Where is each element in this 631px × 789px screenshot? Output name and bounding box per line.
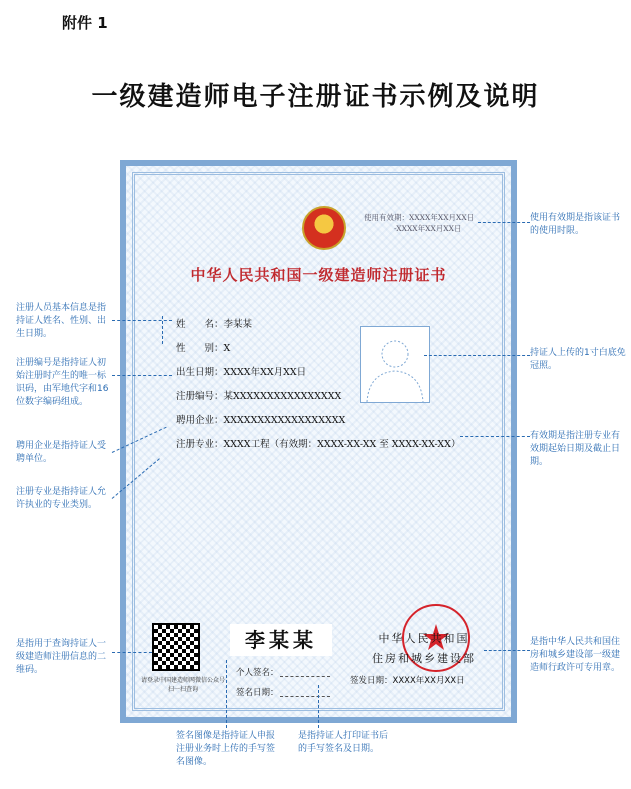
note-validity: 使用有效期是指该证书的使用时限。 bbox=[530, 213, 621, 236]
gender-value: X bbox=[223, 343, 231, 354]
field-reg-no bbox=[176, 388, 341, 402]
note-employer: 聘用企业是指持证人受聘单位。 bbox=[16, 441, 107, 464]
leader-line-signature-handwrite bbox=[318, 685, 319, 728]
note-specialty: 注册专业是指持证人允许执业的专业类别。 bbox=[16, 487, 107, 510]
leader-bracket-basic-info bbox=[162, 316, 163, 344]
issuer bbox=[354, 629, 494, 669]
note-photo: 持证人上传的1寸白底免冠照。 bbox=[530, 348, 626, 371]
field-employer bbox=[176, 412, 345, 426]
note-signature-handwrite: 是指持证人打印证书后的手写签名及日期。 bbox=[298, 731, 389, 754]
note-basic-info: 注册人员基本信息是指持证人姓名、性别、出生日期。 bbox=[16, 303, 107, 339]
leader-line-photo bbox=[424, 355, 530, 356]
signature-date-line bbox=[280, 696, 330, 697]
leader-line-basic-info bbox=[112, 320, 172, 321]
employer-value: XXXXXXXXXXXXXXXXXX bbox=[223, 415, 346, 426]
gender-label: 性 别： bbox=[176, 343, 224, 354]
issuer-line-2: 住房和城乡建设部 bbox=[372, 652, 476, 665]
qr-code bbox=[152, 623, 200, 671]
page-title: 一级建造师电子注册证书示例及说明 bbox=[91, 82, 540, 112]
portrait-placeholder-icon bbox=[361, 327, 429, 402]
portrait-photo bbox=[360, 326, 430, 403]
leader-line-signature-image bbox=[226, 660, 227, 728]
signature-image: 李某某 bbox=[230, 624, 332, 656]
leader-line-seal bbox=[484, 650, 530, 651]
field-gender bbox=[176, 340, 230, 354]
field-birth bbox=[176, 364, 306, 378]
validity-line-1: 使用有效期：XXXX年XX月XX日 bbox=[364, 213, 475, 222]
qr-caption: 请登录中国建造师网微信公众号扫一扫查询 bbox=[140, 677, 225, 693]
certificate-title: 中华人民共和国一级建造师注册证书 bbox=[190, 266, 447, 284]
leader-line-spec-validity bbox=[460, 436, 530, 437]
validity-line-2: -XXXX年XX月XX日 bbox=[394, 224, 462, 233]
birth-label: 出生日期： bbox=[176, 367, 224, 378]
validity-period bbox=[364, 212, 504, 234]
birth-value: XXXX年XX月XX日 bbox=[223, 367, 307, 378]
reg-no-label: 注册编号： bbox=[176, 391, 224, 402]
leader-line-validity bbox=[478, 222, 530, 223]
signature-date-label: 签名日期： bbox=[236, 688, 279, 698]
field-name bbox=[176, 316, 252, 330]
name-label: 姓 名： bbox=[176, 319, 224, 330]
leader-line-reg-no bbox=[112, 375, 172, 376]
note-qr: 是指用于查询持证人一级建造师注册信息的二维码。 bbox=[16, 639, 107, 675]
signature-line bbox=[280, 676, 330, 677]
certificate bbox=[120, 160, 517, 723]
note-reg-no: 注册编号是指持证人初始注册时产生的唯一标识码，由军地代字和16位数字编码组成。 bbox=[16, 358, 109, 407]
leader-line-qr bbox=[112, 652, 152, 653]
note-seal: 是指中华人民共和国住房和城乡建设部一级建造师行政许可专用章。 bbox=[530, 637, 621, 673]
attachment-label: 附件 1 bbox=[62, 14, 108, 32]
note-spec-validity: 有效期是指注册专业有效期起始日期及截止日期。 bbox=[530, 431, 621, 467]
specialty-value: XXXX工程（有效期：XXXX-XX-XX 至 XXXX-XX-XX） bbox=[223, 439, 461, 450]
issue-date: 签发日期：XXXX年XX月XX日 bbox=[350, 676, 465, 686]
reg-no-value: 某XXXXXXXXXXXXXXXX bbox=[223, 391, 342, 402]
name-value: 李某某 bbox=[223, 319, 253, 330]
field-specialty bbox=[176, 436, 460, 450]
issuer-line-1: 中华人民共和国 bbox=[378, 632, 470, 645]
specialty-label: 注册专业： bbox=[176, 439, 224, 450]
note-signature-image: 签名图像是指持证人申报注册业务时上传的手写签名图像。 bbox=[176, 731, 276, 767]
national-emblem-icon bbox=[302, 206, 346, 250]
employer-label: 聘用企业： bbox=[176, 415, 224, 426]
signature-label: 个人签名： bbox=[236, 668, 279, 678]
